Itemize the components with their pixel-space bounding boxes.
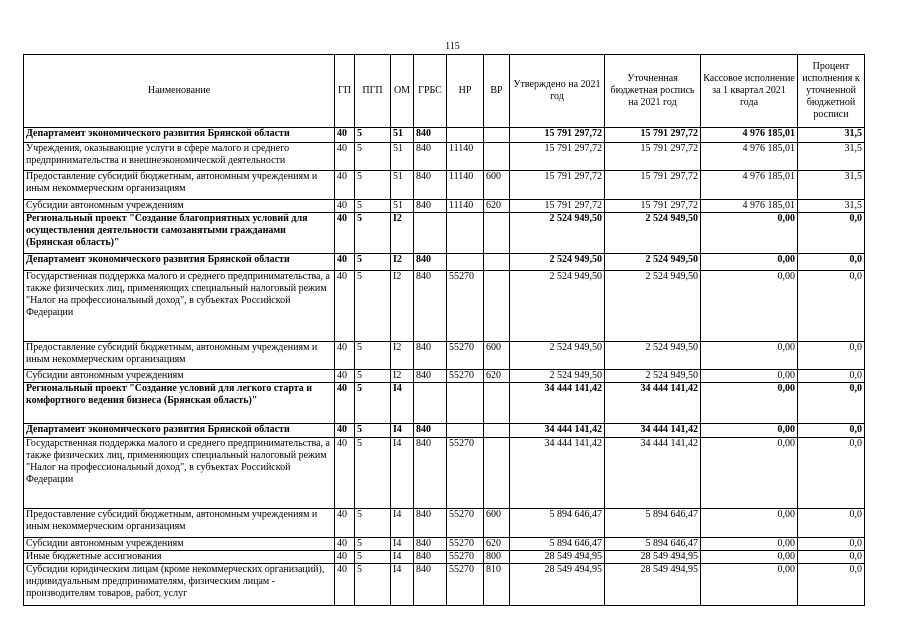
cell-om: I4: [391, 383, 414, 424]
cell-pgp: 5: [355, 143, 391, 171]
cell-percent: 0,0: [798, 551, 865, 564]
cell-cash: 0,00: [701, 254, 798, 271]
header-refined: Уточненная бюджетная роспись на 2021 год: [605, 55, 701, 128]
cell-pgp: 5: [355, 271, 391, 342]
table-row: [24, 271, 865, 342]
cell-name: Региональный проект "Создание благоприятных условий для осуществления деятельности самозанятыми гражданами (Брянская область)": [24, 213, 335, 254]
cell-percent: 0,0: [798, 254, 865, 271]
cell-refined: 15 791 297,72: [605, 128, 701, 143]
cell-approved: 15 791 297,72: [510, 171, 605, 200]
cell-refined: 15 791 297,72: [605, 200, 701, 213]
table-row: [24, 370, 865, 383]
cell-name: Предоставление субсидий бюджетным, автономным учреждениям и иным некоммерческим организациям: [24, 342, 335, 370]
cell-cash: 4 976 185,01: [701, 128, 798, 143]
cell-cash: 0,00: [701, 509, 798, 538]
cell-name: Субсидии автономным учреждениям: [24, 200, 335, 213]
page-number: 115: [445, 41, 460, 52]
cell-nr: 11140: [447, 143, 484, 171]
cell-gp: 40: [335, 551, 355, 564]
cell-approved: 15 791 297,72: [510, 128, 605, 143]
cell-gp: 40: [335, 370, 355, 383]
table-row: [24, 438, 865, 509]
table-row: [24, 143, 865, 171]
cell-om: I2: [391, 271, 414, 342]
cell-nr: [447, 128, 484, 143]
header-cash: Кассовое исполнение за 1 квартал 2021 года: [701, 55, 798, 128]
header-approved: Утверждено на 2021 год: [510, 55, 605, 128]
cell-gp: 40: [335, 342, 355, 370]
cell-vr: [484, 383, 510, 424]
cell-refined: 34 444 141,42: [605, 424, 701, 438]
cell-nr: [447, 213, 484, 254]
cell-om: 51: [391, 128, 414, 143]
cell-pgp: 5: [355, 171, 391, 200]
cell-cash: 0,00: [701, 213, 798, 254]
cell-gp: 40: [335, 538, 355, 551]
cell-grbs: 840: [414, 254, 447, 271]
cell-nr: 55270: [447, 370, 484, 383]
cell-name: Субсидии автономным учреждениям: [24, 538, 335, 551]
table-row: [24, 213, 865, 254]
cell-percent: 0,0: [798, 509, 865, 538]
cell-cash: 0,00: [701, 551, 798, 564]
cell-percent: 0,0: [798, 342, 865, 370]
header-percent: Процент исполнения к уточненной бюджетной росписи: [798, 55, 865, 128]
cell-grbs: 840: [414, 538, 447, 551]
cell-grbs: 840: [414, 509, 447, 538]
cell-refined: 5 894 646,47: [605, 509, 701, 538]
cell-approved: 2 524 949,50: [510, 271, 605, 342]
cell-vr: 810: [484, 564, 510, 606]
cell-percent: 0,0: [798, 438, 865, 509]
cell-om: I4: [391, 564, 414, 606]
cell-name: Субсидии автономным учреждениям: [24, 370, 335, 383]
cell-om: I4: [391, 509, 414, 538]
cell-vr: 620: [484, 370, 510, 383]
table-row: [24, 551, 865, 564]
cell-cash: 0,00: [701, 438, 798, 509]
cell-percent: 0,0: [798, 271, 865, 342]
cell-gp: 40: [335, 383, 355, 424]
cell-nr: 55270: [447, 538, 484, 551]
cell-pgp: 5: [355, 538, 391, 551]
cell-gp: 40: [335, 271, 355, 342]
cell-approved: 28 549 494,95: [510, 564, 605, 606]
cell-percent: 0,0: [798, 424, 865, 438]
cell-percent: 31,5: [798, 128, 865, 143]
cell-approved: 28 549 494,95: [510, 551, 605, 564]
cell-grbs: 840: [414, 200, 447, 213]
cell-name: Региональный проект "Создание условий для легкого старта и комфортного ведения бизнеса (Брянская область)": [24, 383, 335, 424]
cell-grbs: [414, 383, 447, 424]
cell-vr: [484, 128, 510, 143]
cell-nr: 11140: [447, 171, 484, 200]
cell-gp: 40: [335, 424, 355, 438]
cell-om: I2: [391, 213, 414, 254]
cell-refined: 5 894 646,47: [605, 538, 701, 551]
cell-gp: 40: [335, 128, 355, 143]
cell-grbs: 840: [414, 143, 447, 171]
cell-vr: 600: [484, 171, 510, 200]
cell-pgp: 5: [355, 564, 391, 606]
table-row: [24, 200, 865, 213]
cell-om: I4: [391, 424, 414, 438]
cell-vr: [484, 143, 510, 171]
cell-name: Департамент экономического развития Брянской области: [24, 254, 335, 271]
cell-om: I2: [391, 342, 414, 370]
cell-pgp: 5: [355, 424, 391, 438]
cell-approved: 34 444 141,42: [510, 438, 605, 509]
cell-approved: 34 444 141,42: [510, 383, 605, 424]
cell-percent: 0,0: [798, 383, 865, 424]
cell-nr: 55270: [447, 551, 484, 564]
cell-pgp: 5: [355, 438, 391, 509]
cell-name: Департамент экономического развития Брянской области: [24, 424, 335, 438]
cell-cash: 4 976 185,01: [701, 143, 798, 171]
cell-refined: 2 524 949,50: [605, 213, 701, 254]
header-grbs: ГРБС: [414, 55, 447, 128]
cell-gp: 40: [335, 143, 355, 171]
cell-nr: 55270: [447, 564, 484, 606]
cell-vr: [484, 213, 510, 254]
cell-vr: 620: [484, 200, 510, 213]
table-row: [24, 171, 865, 200]
cell-nr: 55270: [447, 271, 484, 342]
cell-nr: [447, 424, 484, 438]
cell-gp: 40: [335, 200, 355, 213]
cell-om: I4: [391, 538, 414, 551]
table-row: [24, 564, 865, 606]
cell-om: 51: [391, 143, 414, 171]
cell-approved: 5 894 646,47: [510, 509, 605, 538]
cell-grbs: 840: [414, 551, 447, 564]
cell-refined: 2 524 949,50: [605, 254, 701, 271]
table-row: [24, 342, 865, 370]
cell-name: Предоставление субсидий бюджетным, автономным учреждениям и иным некоммерческим организациям: [24, 171, 335, 200]
cell-refined: 28 549 494,95: [605, 564, 701, 606]
cell-gp: 40: [335, 213, 355, 254]
cell-nr: 55270: [447, 438, 484, 509]
header-vr: ВР: [484, 55, 510, 128]
cell-pgp: 5: [355, 200, 391, 213]
cell-cash: 0,00: [701, 538, 798, 551]
cell-pgp: 5: [355, 509, 391, 538]
cell-name: Учреждения, оказывающие услуги в сфере малого и среднего предпринимательства и внешнеэкономической деятельности: [24, 143, 335, 171]
cell-nr: 11140: [447, 200, 484, 213]
cell-vr: 620: [484, 538, 510, 551]
cell-gp: 40: [335, 254, 355, 271]
cell-grbs: [414, 213, 447, 254]
cell-om: 51: [391, 171, 414, 200]
cell-percent: 0,0: [798, 213, 865, 254]
cell-refined: 15 791 297,72: [605, 143, 701, 171]
cell-name: Субсидии юридическим лицам (кроме некоммерческих организаций), индивидуальным предпринимателям, физическим лицам - производителям товаров, работ, услуг: [24, 564, 335, 606]
cell-cash: 0,00: [701, 383, 798, 424]
table-header-row: [24, 55, 865, 128]
cell-cash: 0,00: [701, 564, 798, 606]
cell-gp: 40: [335, 509, 355, 538]
cell-nr: 55270: [447, 509, 484, 538]
cell-refined: 15 791 297,72: [605, 171, 701, 200]
header-nr: НР: [447, 55, 484, 128]
cell-vr: [484, 254, 510, 271]
cell-pgp: 5: [355, 254, 391, 271]
budget-table: [23, 54, 865, 606]
cell-cash: 0,00: [701, 424, 798, 438]
cell-cash: 4 976 185,01: [701, 171, 798, 200]
cell-grbs: 840: [414, 271, 447, 342]
table-row: [24, 424, 865, 438]
header-name: Наименование: [24, 55, 335, 128]
cell-approved: 34 444 141,42: [510, 424, 605, 438]
cell-nr: [447, 383, 484, 424]
cell-nr: [447, 254, 484, 271]
cell-approved: 2 524 949,50: [510, 370, 605, 383]
cell-pgp: 5: [355, 370, 391, 383]
cell-vr: [484, 424, 510, 438]
cell-pgp: 5: [355, 342, 391, 370]
cell-percent: 31,5: [798, 143, 865, 171]
cell-cash: 0,00: [701, 342, 798, 370]
cell-gp: 40: [335, 564, 355, 606]
cell-grbs: 840: [414, 564, 447, 606]
cell-cash: 0,00: [701, 370, 798, 383]
cell-percent: 0,0: [798, 564, 865, 606]
cell-refined: 28 549 494,95: [605, 551, 701, 564]
cell-om: I2: [391, 254, 414, 271]
cell-refined: 2 524 949,50: [605, 271, 701, 342]
cell-percent: 31,5: [798, 171, 865, 200]
cell-grbs: 840: [414, 171, 447, 200]
cell-grbs: 840: [414, 424, 447, 438]
header-gp: ГП: [335, 55, 355, 128]
cell-approved: 2 524 949,50: [510, 254, 605, 271]
cell-vr: 800: [484, 551, 510, 564]
cell-approved: 2 524 949,50: [510, 213, 605, 254]
cell-om: 51: [391, 200, 414, 213]
table-row: [24, 128, 865, 143]
cell-grbs: 840: [414, 370, 447, 383]
cell-om: I2: [391, 370, 414, 383]
cell-percent: 31,5: [798, 200, 865, 213]
cell-pgp: 5: [355, 213, 391, 254]
cell-pgp: 5: [355, 128, 391, 143]
cell-pgp: 5: [355, 383, 391, 424]
cell-name: Иные бюджетные ассигнования: [24, 551, 335, 564]
cell-vr: [484, 271, 510, 342]
cell-name: Государственная поддержка малого и среднего предпринимательства, а также физических лиц, применяющих специальный налоговый режим "Налог на профессиональный доход", в субъектах Российской Федерации: [24, 438, 335, 509]
table-row: [24, 254, 865, 271]
cell-pgp: 5: [355, 551, 391, 564]
cell-refined: 2 524 949,50: [605, 370, 701, 383]
cell-om: I4: [391, 551, 414, 564]
cell-grbs: 840: [414, 438, 447, 509]
cell-vr: 600: [484, 342, 510, 370]
header-pgp: ПГП: [355, 55, 391, 128]
cell-vr: 600: [484, 509, 510, 538]
cell-name: Государственная поддержка малого и среднего предпринимательства, а также физических лиц, применяющих специальный налоговый режим "Налог на профессиональный доход", в субъектах Российской Федерации: [24, 271, 335, 342]
cell-om: I4: [391, 438, 414, 509]
cell-name: Предоставление субсидий бюджетным, автономным учреждениям и иным некоммерческим организациям: [24, 509, 335, 538]
cell-refined: 2 524 949,50: [605, 342, 701, 370]
cell-approved: 15 791 297,72: [510, 200, 605, 213]
cell-percent: 0,0: [798, 538, 865, 551]
table-row: [24, 383, 865, 424]
cell-approved: 15 791 297,72: [510, 143, 605, 171]
table-row: [24, 509, 865, 538]
table-row: [24, 538, 865, 551]
cell-cash: 0,00: [701, 271, 798, 342]
header-om: ОМ: [391, 55, 414, 128]
cell-refined: 34 444 141,42: [605, 383, 701, 424]
cell-approved: 5 894 646,47: [510, 538, 605, 551]
cell-grbs: 840: [414, 128, 447, 143]
cell-cash: 4 976 185,01: [701, 200, 798, 213]
cell-grbs: 840: [414, 342, 447, 370]
cell-nr: 55270: [447, 342, 484, 370]
cell-name: Департамент экономического развития Брянской области: [24, 128, 335, 143]
cell-gp: 40: [335, 171, 355, 200]
cell-vr: [484, 438, 510, 509]
cell-refined: 34 444 141,42: [605, 438, 701, 509]
cell-approved: 2 524 949,50: [510, 342, 605, 370]
cell-gp: 40: [335, 438, 355, 509]
cell-percent: 0,0: [798, 370, 865, 383]
